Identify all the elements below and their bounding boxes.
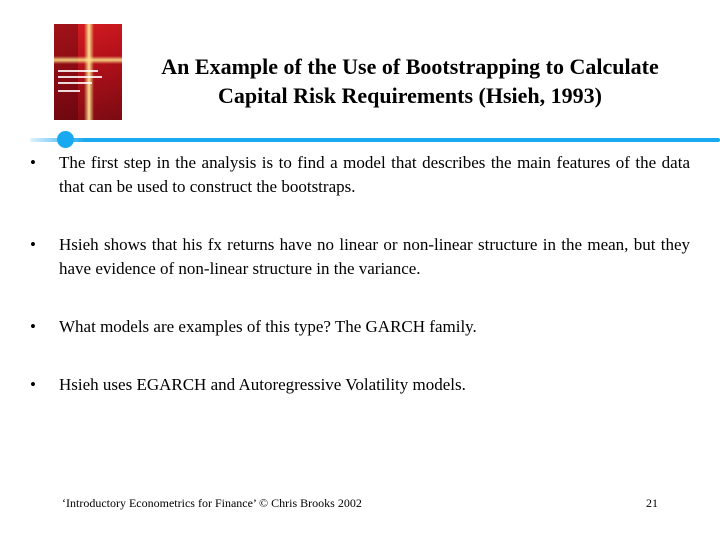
- slide-title-line-1: An Example of the Use of Bootstrapping to Calculate: [161, 54, 659, 79]
- title-divider: [30, 138, 720, 142]
- bullet-item: [30, 151, 690, 199]
- bullet-marker: •: [30, 235, 36, 254]
- page-number: 21: [646, 496, 658, 510]
- bullet-marker: •: [30, 375, 36, 394]
- bullet-item: [30, 315, 690, 339]
- bullet-item: [30, 233, 690, 281]
- bullet-text: Hsieh shows that his fx returns have no linear or non-linear structure in the mean, but they have evidence of non-linear structure in the variance.: [59, 235, 690, 278]
- bullet-marker: •: [30, 317, 36, 336]
- bullet-item: [30, 373, 690, 397]
- slide-title: [118, 52, 702, 110]
- bullet-marker: •: [30, 153, 36, 172]
- bullet-text: What models are examples of this type? The GARCH family.: [59, 317, 477, 336]
- book-cover-icon: [54, 24, 122, 120]
- footer-source: ‘Introductory Econometrics for Finance’ © Chris Brooks 2002: [62, 496, 362, 510]
- bullet-text: Hsieh uses EGARCH and Autoregressive Volatility models.: [59, 375, 466, 394]
- bullet-text: The first step in the analysis is to find a model that describes the main features of the data that can be used to construct the bootstraps.: [59, 153, 690, 196]
- bullet-list: [30, 151, 690, 397]
- slide-title-line-2: Capital Risk Requirements (Hsieh, 1993): [218, 83, 602, 108]
- divider-dot: [57, 131, 74, 148]
